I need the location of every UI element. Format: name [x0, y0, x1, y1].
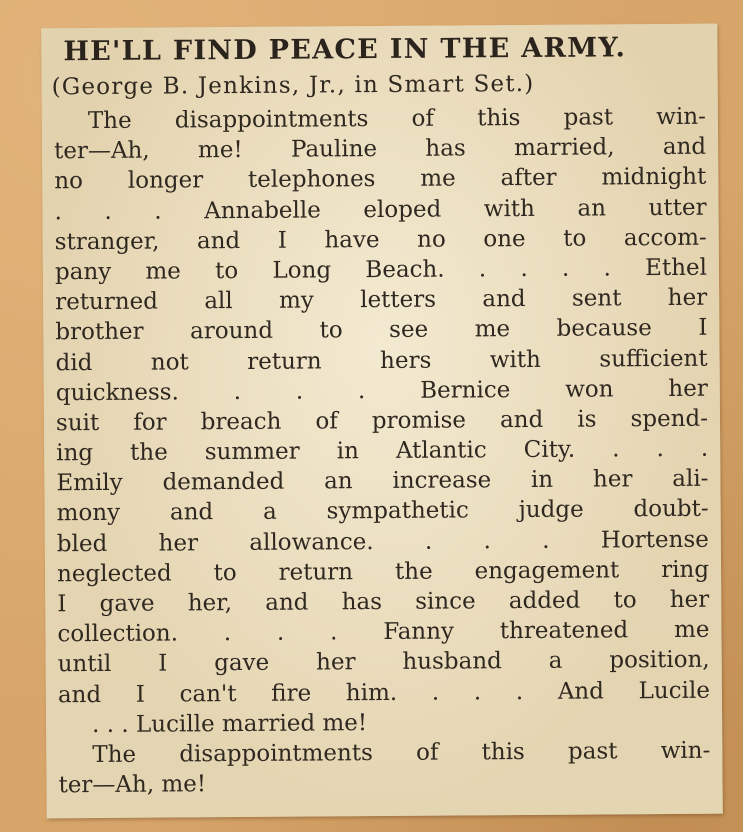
- article-body: [54, 102, 711, 801]
- text-line: The disappointments of this past win-: [92, 737, 711, 768]
- newspaper-clipping: [41, 24, 722, 819]
- text-line: quickness. . . . Bernice won her: [55, 375, 708, 406]
- text-line: ing the summer in Atlantic City. . . .: [56, 435, 709, 467]
- text-line: bled her allowance. . . . Hortense: [56, 526, 709, 557]
- text-line: neglected to return the engagement ring: [56, 556, 710, 588]
- text-line: collection. . . . Fanny threatened me: [57, 616, 710, 648]
- text-line: suit for breach of promise and is spend-: [55, 405, 709, 437]
- text-line: I gave her, and has since added to her: [57, 586, 710, 618]
- text-line: . . . Annabelle eloped with an utter: [54, 194, 707, 225]
- text-line: brother around to see me because I: [55, 315, 708, 346]
- text-line: The disappointments of this past win-: [87, 103, 706, 135]
- text-line: no longer telephones me after midnight: [54, 164, 707, 195]
- text-line: ter—Ah, me! Pauline has married, and: [54, 133, 707, 165]
- text-line: returned all my letters and sent her: [55, 284, 708, 316]
- text-line: pany me to Long Beach. . . . . Ethel: [54, 254, 708, 286]
- text-line: ter—Ah, me!: [58, 771, 207, 799]
- headline: HE'LL FIND PEACE IN THE ARMY.: [63, 32, 627, 68]
- text-line: until I gave her husband a position,: [57, 647, 710, 678]
- text-line: Emily demanded an increase in her ali-: [56, 465, 709, 497]
- text-line: and I can't fire him. . . . And Lucile: [57, 677, 710, 708]
- byline: (George B. Jenkins, Jr., in Smart Set.): [51, 70, 535, 101]
- text-line: stranger, and I have no one to accom-: [54, 224, 707, 256]
- text-line: did not return hers with sufficient: [55, 345, 708, 376]
- text-line: mony and a sympathetic judge doubt-: [56, 496, 709, 527]
- text-line: . . . Lucille married me!: [92, 709, 368, 738]
